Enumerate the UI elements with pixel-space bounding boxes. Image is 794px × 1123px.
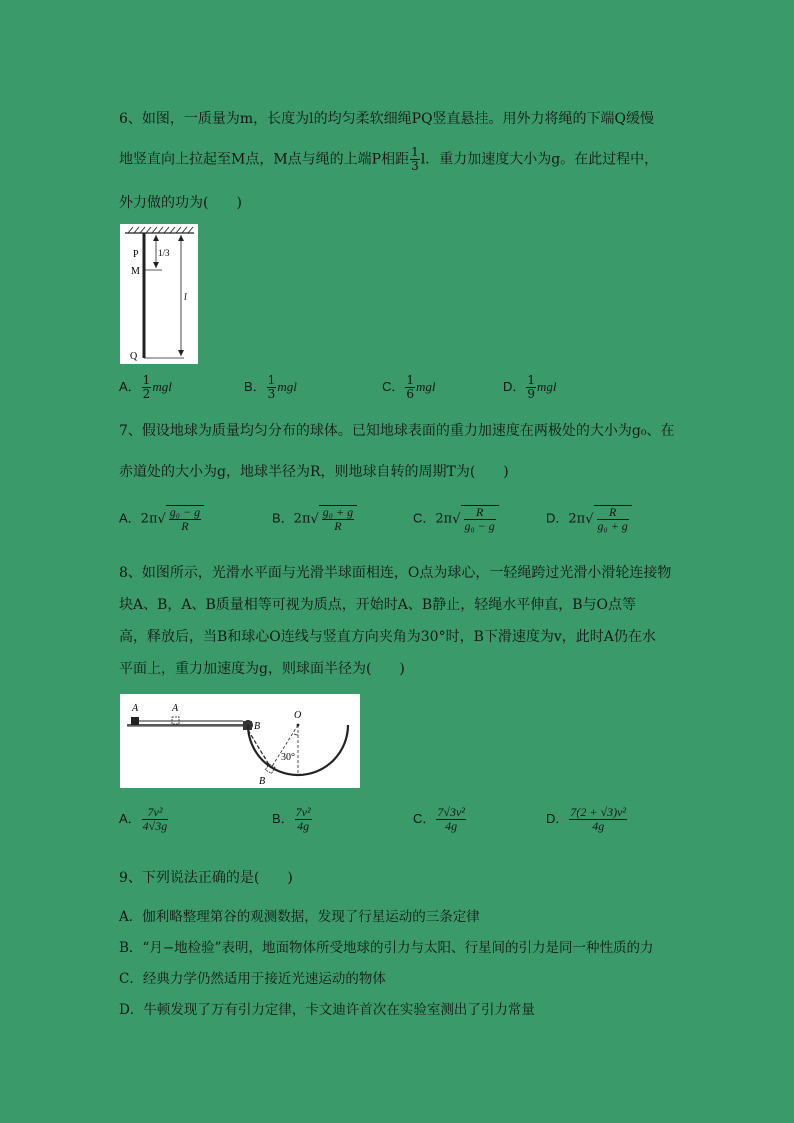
q8-label-b2: B: [259, 776, 266, 787]
q6-line-2a: 地竖直向上拉起至M点，M点与绳的上端P相距: [119, 151, 410, 168]
q8-option-d-den: 4g: [592, 819, 605, 833]
q8-option-c[interactable]: [413, 806, 467, 833]
q8-option-d-letter: D．: [546, 811, 569, 826]
q7-option-b-den: R: [334, 519, 342, 533]
q6-label-q: Q: [130, 351, 138, 362]
q7-option-d-letter: D．: [546, 510, 569, 526]
q6-option-d-den: 9: [527, 387, 536, 401]
q7-option-c-letter: C．: [413, 510, 436, 526]
q8-option-b-num: 7v²: [295, 805, 311, 819]
q7-line-1: 7、假设地球为质量均匀分布的球体。已知地球表面的重力加速度在两极处的大小为g₀、在: [119, 423, 675, 439]
q7-option-d-den: g₀ + g: [597, 519, 628, 533]
q7-option-b-letter: B．: [272, 510, 294, 526]
q6-option-a-tail: mgl: [152, 379, 172, 394]
q7-option-c[interactable]: C．2π√ $\frac{R}{\text{g₀ − g}}$: [413, 505, 499, 533]
q6-label-l: l: [184, 292, 187, 303]
q6-frac-num: 1: [411, 145, 419, 159]
q6-option-d-num: 1: [527, 373, 536, 387]
q6-label-m: M: [131, 266, 140, 277]
q8-option-d[interactable]: [546, 806, 628, 833]
q8-label-angle: 30°: [281, 752, 295, 763]
q8-label-a1: A: [132, 703, 139, 714]
q8-line-4: 平面上，重力加速度为g，则球面半径为( ): [119, 661, 405, 677]
q6-fraction: [410, 146, 420, 173]
q7-option-b-num: g₀ + g: [322, 505, 354, 519]
q6-option-a-letter: A．: [119, 379, 141, 394]
q7-option-a-den: R: [181, 519, 189, 533]
q6-line-1: 6、如图，一质量为m，长度为l的均匀柔软细绳PQ竖直悬挂。用外力将绳的下端Q缓慢: [119, 111, 655, 127]
q6-option-c-num: 1: [406, 373, 415, 387]
q6-option-b-letter: B．: [244, 379, 266, 394]
q8-option-a[interactable]: [119, 806, 169, 833]
q6-option-d-letter: D．: [503, 379, 526, 394]
q6-option-b-num: 1: [267, 373, 276, 387]
q8-option-c-letter: C．: [413, 811, 436, 826]
q7-option-a-letter: A．: [119, 510, 141, 526]
q9-stem: 9、下列说法正确的是( ): [119, 870, 293, 886]
q8-line-3: 高，释放后，当B和球心O连线与竖直方向夹角为30°时，B下滑速度为v，此时A仍在水: [119, 629, 656, 645]
q6-option-b[interactable]: [244, 374, 297, 401]
q7-option-a-coef: 2π: [140, 511, 158, 527]
q7-line-2: 赤道处的大小为g，地球半径为R，则地球自转的周期T为( ): [119, 464, 509, 480]
q7-option-a-num: g₀ − g: [169, 505, 201, 519]
q7-option-d[interactable]: D．2π√ $\frac{R}{\text{g₀ + g}}$: [546, 505, 632, 533]
q6-label-p: P: [133, 249, 139, 260]
q6-line-2b: l．重力加速度大小为g。在此过程中，: [420, 151, 659, 168]
q8-option-a-num: 7v²: [142, 806, 169, 820]
q6-option-a[interactable]: [119, 374, 172, 401]
q8-option-c-num: 7√3v²: [437, 805, 465, 819]
q8-line-1: 8、如图所示，光滑水平面与光滑半球面相连，O点为球心，一轻绳跨过光滑小滑轮连接物: [119, 565, 672, 581]
q7-option-c-coef: 2π: [435, 511, 453, 527]
q6-option-b-tail: mgl: [277, 379, 297, 394]
q9-option-b[interactable]: B．“月−地检验”表明，地面物体所受地球的引力与太阳、行星间的引力是同一种性质的力: [119, 940, 654, 956]
q9-option-d[interactable]: D．牛顿发现了万有引力定律，卡文迪许首次在实验室测出了引力常量: [119, 1002, 535, 1018]
q8-line-2: 块A、B，A、B质量相等可视为质点，开始时A、B静止，轻绳水平伸直，B与O点等: [119, 597, 636, 613]
q8-figure: [120, 694, 360, 788]
q7-option-c-num: R: [464, 506, 496, 520]
q6-option-d[interactable]: [503, 374, 557, 401]
q6-option-b-den: 3: [267, 387, 276, 401]
q8-option-a-letter: A．: [119, 811, 141, 826]
q8-option-d-num: 7(2 + √3)v²: [570, 805, 626, 819]
q6-option-c[interactable]: [382, 374, 436, 401]
q6-option-d-tail: mgl: [537, 379, 557, 394]
q7-option-d-coef: 2π: [568, 511, 586, 527]
q7-option-c-den: g₀ − g: [464, 519, 495, 533]
q8-label-b1: B: [254, 721, 261, 732]
q6-line-2: [119, 146, 658, 173]
q7-option-b-coef: 2π: [293, 511, 311, 527]
q6-label-third: 1/3: [158, 248, 170, 258]
q6-option-a-num: 1: [142, 373, 151, 387]
q6-figure: [120, 224, 198, 364]
q6-option-c-letter: C．: [382, 379, 405, 394]
q7-option-a[interactable]: A．2π√ $\frac{\text{g₀ − g}}{R}$: [119, 505, 204, 533]
q6-option-c-tail: mgl: [416, 379, 436, 394]
q9-option-a[interactable]: A．伽利略整理第谷的观测数据，发现了行星运动的三条定律: [119, 909, 480, 925]
q8-option-b[interactable]: [272, 806, 313, 833]
q6-option-a-den: 2: [142, 387, 151, 401]
q8-option-c-den: 4g: [445, 819, 458, 833]
q6-option-c-den: 6: [406, 387, 415, 401]
q7-option-b[interactable]: B．2π√ $\frac{\text{g₀ + g}}{R}$: [272, 505, 357, 533]
q8-label-o: O: [294, 710, 302, 721]
q6-line-3: 外力做的功为( ): [119, 195, 242, 211]
q7-option-d-num: R: [597, 506, 629, 520]
q9-option-c[interactable]: C．经典力学仍然适用于接近光速运动的物体: [119, 971, 386, 987]
q8-label-a2: A: [172, 703, 179, 714]
q8-option-b-den: 4g: [297, 819, 310, 833]
q6-frac-den: 3: [411, 159, 419, 173]
q8-option-a-den: 4√3g: [142, 819, 168, 833]
q8-option-b-letter: B．: [272, 811, 294, 826]
